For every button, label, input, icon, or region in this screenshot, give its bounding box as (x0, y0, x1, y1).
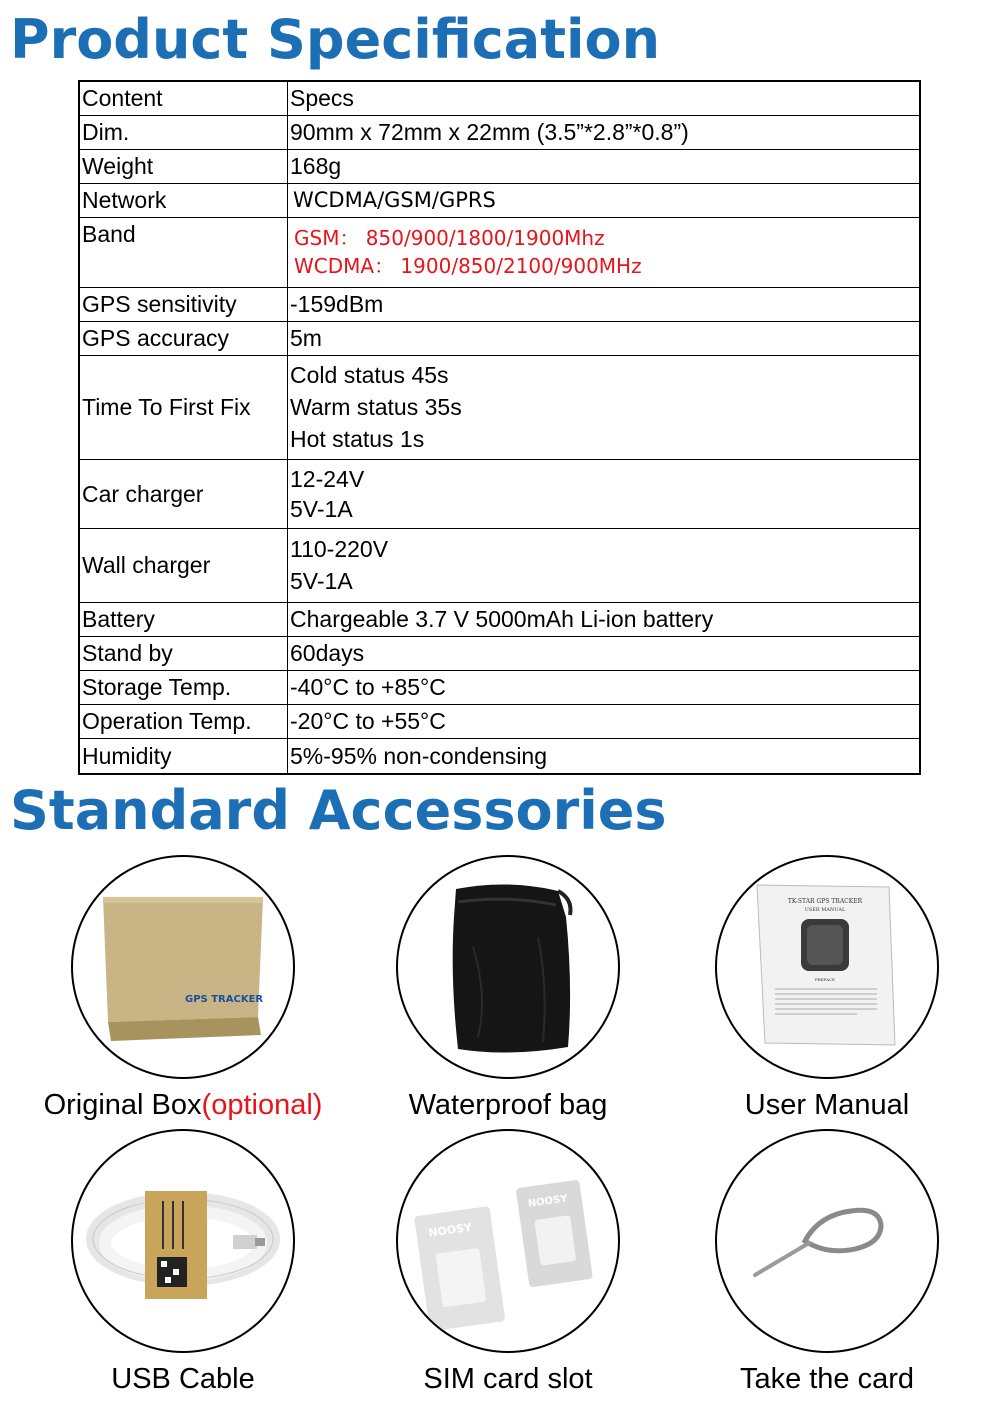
table-row (79, 355, 920, 459)
spec-label: Time To First Fix (79, 355, 288, 459)
spec-value: -40°C to +85°C (288, 670, 921, 704)
spec-value: 168g (288, 149, 921, 183)
table-row (79, 670, 920, 704)
spec-value: 5%-95% non-condensing (288, 738, 921, 774)
spec-value-ttff (288, 355, 921, 459)
table-row (79, 636, 920, 670)
band-gsm: GSM： 850/900/1800/1900Mhz (294, 226, 605, 250)
table-row (79, 528, 920, 602)
accessory-sim-card (348, 1129, 668, 1396)
accessory-label: SIM card slot (423, 1363, 593, 1395)
box-image (71, 855, 295, 1079)
spec-label: Stand by (79, 636, 288, 670)
accessory-label: Original Box(optional) (43, 1089, 323, 1121)
manual-print-subtitle: USER MANUAL (804, 907, 846, 913)
spec-label: Car charger (79, 459, 288, 528)
spec-label: Storage Temp. (79, 670, 288, 704)
spec-header-content: Content (79, 81, 288, 115)
ttff-hot: Hot status 1s (290, 426, 425, 452)
spec-section-title: Product Specification (10, 8, 661, 71)
pin-image (715, 1129, 939, 1353)
band-wcdma: WCDMA： 1900/850/2100/900MHz (294, 254, 642, 278)
accessory-original-box (23, 855, 343, 1122)
table-row (79, 81, 920, 115)
box-print: GPS TRACKER (185, 994, 264, 1005)
accessory-label: USB Cable (111, 1363, 255, 1395)
cable-image (71, 1129, 295, 1353)
accessory-label: Take the card (739, 1363, 915, 1395)
sim-print-left: NOOSY (427, 1220, 473, 1240)
sim-image (396, 1129, 620, 1353)
table-row (79, 217, 920, 287)
spec-label: Operation Temp. (79, 704, 288, 738)
spec-label: Wall charger (79, 528, 288, 602)
accessory-sim-pin (667, 1129, 987, 1396)
spec-value: -20°C to +55°C (288, 704, 921, 738)
cable-illustration (73, 1131, 293, 1351)
accessory-label: Waterproof bag (408, 1089, 608, 1121)
spec-label: Dim. (79, 115, 288, 149)
spec-value-wall (288, 528, 921, 602)
accessory-label: User Manual (744, 1089, 910, 1121)
spec-value-car (288, 459, 921, 528)
sim-pin-icon (717, 1131, 937, 1351)
accessory-usb-cable (23, 1129, 343, 1396)
spec-table (78, 80, 921, 775)
sim-illustration (398, 1131, 618, 1351)
table-row (79, 287, 920, 321)
table-row (79, 321, 920, 355)
spec-value-band (288, 217, 921, 287)
optional-note: (optional) (201, 1089, 323, 1121)
table-row (79, 183, 920, 217)
bag-image (396, 855, 620, 1079)
spec-label: Battery (79, 602, 288, 636)
accessory-user-manual (667, 855, 987, 1122)
ttff-warm: Warm status 35s (290, 394, 462, 420)
spec-label: GPS accuracy (79, 321, 288, 355)
manual-image (715, 855, 939, 1079)
spec-value: Chargeable 3.7 V 5000mAh Li-ion battery (288, 602, 921, 636)
table-row (79, 115, 920, 149)
spec-label: Band (79, 217, 288, 287)
spec-header-specs: Specs (288, 81, 921, 115)
table-row (79, 149, 920, 183)
spec-label: GPS sensitivity (79, 287, 288, 321)
table-row (79, 738, 920, 774)
car-input: 12-24V (290, 465, 365, 492)
spec-label: Humidity (79, 738, 288, 774)
ttff-cold: Cold status 45s (290, 362, 449, 388)
spec-value: 60days (288, 636, 921, 670)
car-output: 5V-1A (290, 495, 353, 522)
box-illustration (73, 857, 293, 1077)
bag-illustration (398, 857, 618, 1077)
spec-label: Network (79, 183, 288, 217)
spec-value: -159dBm (288, 287, 921, 321)
spec-label: Weight (79, 149, 288, 183)
manual-print-preface: PREFACE (815, 977, 835, 982)
accessory-waterproof-bag (348, 855, 668, 1122)
manual-print-title: TK-STAR GPS TRACKER (787, 898, 863, 905)
manual-illustration (717, 857, 937, 1077)
sim-print-right: NOOSY (527, 1193, 569, 1210)
spec-value: 90mm x 72mm x 22mm (3.5”*2.8”*0.8”) (288, 115, 921, 149)
table-row (79, 459, 920, 528)
spec-value: WCDMA/GSM/GPRS (288, 183, 921, 217)
table-row (79, 704, 920, 738)
wall-input: 110-220V (290, 536, 389, 562)
accessories-section-title: Standard Accessories (10, 779, 667, 842)
table-row (79, 602, 920, 636)
spec-value: 5m (288, 321, 921, 355)
wall-output: 5V-1A (290, 568, 353, 594)
